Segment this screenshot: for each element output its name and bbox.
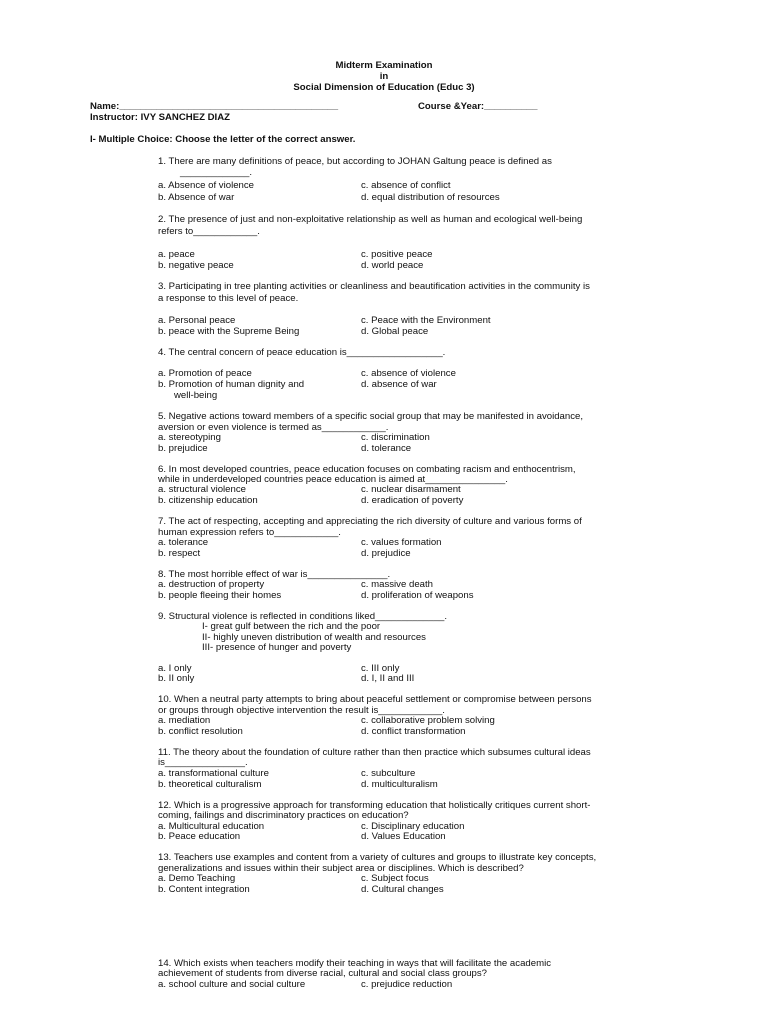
- question-11-choice-a: a. transformational culture: [158, 768, 269, 779]
- question-3-choice-a: a. Personal peace: [158, 315, 236, 326]
- question-6-line-2: while in underdeveloped countries peace education is aimed at_______________.: [158, 474, 508, 485]
- question-2-choice-a: a. peace: [158, 249, 195, 260]
- question-4-choice-d: d. absence of war: [361, 379, 437, 390]
- question-3-choice-b: b. peace with the Supreme Being: [158, 326, 300, 337]
- question-12-choice-b: b. Peace education: [158, 831, 241, 842]
- question-8-line-1: 8. The most horrible effect of war is_______________.: [158, 569, 391, 580]
- instructor-line: Instructor: IVY SANCHEZ DIAZ: [90, 112, 231, 123]
- question-7-line-2: human expression refers to____________.: [158, 527, 341, 538]
- question-12-line-1: 12. Which is a progressive approach for transforming education that holistically critiques current short-: [158, 800, 591, 811]
- question-9-choice-c: c. III only: [361, 663, 400, 674]
- question-14-line-1: 14. Which exists when teachers modify their teaching in ways that will facilitate the academic: [158, 958, 551, 969]
- question-6-choice-c: c. nuclear disarmament: [361, 484, 461, 495]
- question-4-line-1: 4. The central concern of peace education is__________________.: [158, 347, 446, 358]
- question-2-line-2: refers to____________.: [158, 226, 260, 237]
- question-7-choice-a: a. tolerance: [158, 537, 209, 548]
- question-6-choice-d: d. eradication of poverty: [361, 495, 464, 506]
- question-12-line-2: coming, failings and discriminatory practices on education?: [158, 810, 409, 821]
- question-7-choice-b: b. respect: [158, 548, 201, 559]
- question-11-line-1: 11. The theory about the foundation of culture rather than then practice which subsumes cultural ideas: [158, 747, 591, 758]
- question-10-line-1: 10. When a neutral party attempts to bring about peaceful settlement or compromise between persons: [158, 694, 592, 705]
- question-11-choice-c: c. subculture: [361, 768, 416, 779]
- section-instructions: I- Multiple Choice: Choose the letter of the correct answer.: [90, 134, 356, 145]
- question-2-line-1: 2. The presence of just and non-exploitative relationship as well as human and ecological well-being: [158, 214, 583, 225]
- exam-subject: Social Dimension of Education (Educ 3): [293, 82, 475, 93]
- question-4-choice-b: b. Promotion of human dignity and: [158, 379, 305, 390]
- question-1-line-2: _____________.: [180, 167, 253, 178]
- question-9-choice-d: d. I, II and III: [361, 673, 415, 684]
- question-13-choice-d: d. Cultural changes: [361, 884, 444, 895]
- question-2-choice-b: b. negative peace: [158, 260, 234, 271]
- question-3-choice-c: c. Peace with the Environment: [361, 315, 491, 326]
- question-4-choice-c: c. absence of violence: [361, 368, 456, 379]
- question-5-choice-a: a. stereotyping: [158, 432, 221, 443]
- question-7-line-1: 7. The act of respecting, accepting and appreciating the rich diversity of culture and various forms of: [158, 516, 582, 527]
- question-13-line-2: generalizations and issues within their subject area or disciplines. Which is described?: [158, 863, 524, 874]
- question-13-choice-c: c. Subject focus: [361, 873, 429, 884]
- question-9-choice-a: a. I only: [158, 663, 192, 674]
- question-9-statement-3: III- presence of hunger and poverty: [202, 642, 352, 653]
- question-1-choice-c: c. absence of conflict: [361, 180, 451, 191]
- question-5-choice-d: d. tolerance: [361, 443, 412, 454]
- question-10-choice-a: a. mediation: [158, 715, 211, 726]
- question-3-line-2: a response to this level of peace.: [158, 293, 299, 304]
- exam-title: Midterm Examination: [335, 60, 433, 71]
- question-6-choice-a: a. structural violence: [158, 484, 246, 495]
- question-1-choice-d: d. equal distribution of resources: [361, 192, 500, 203]
- question-11-choice-b: b. theoretical culturalism: [158, 779, 262, 790]
- question-9-statement-2: II- highly uneven distribution of wealth and resources: [202, 632, 426, 643]
- course-year-field: Course &Year:__________: [418, 101, 538, 112]
- question-13-line-1: 13. Teachers use examples and content from a variety of cultures and groups to illustrate key concepts,: [158, 852, 597, 863]
- question-2-choice-c: c. positive peace: [361, 249, 433, 260]
- question-11-line-2: is_______________.: [158, 757, 248, 768]
- name-field: Name:_________________________________________: [90, 101, 339, 112]
- question-10-line-2: or groups through objective intervention the result is____________.: [158, 705, 445, 716]
- question-10-choice-b: b. conflict resolution: [158, 726, 243, 737]
- question-1-line-1: 1. There are many definitions of peace, but according to JOHAN Galtung peace is defined as: [158, 156, 552, 167]
- question-2-choice-d: d. world peace: [361, 260, 424, 271]
- question-4-choice-a: a. Promotion of peace: [158, 368, 252, 379]
- question-5-line-2: aversion or even violence is termed as____________.: [158, 422, 389, 433]
- question-6-choice-b: b. citizenship education: [158, 495, 258, 506]
- question-5-choice-c: c. discrimination: [361, 432, 430, 443]
- question-11-choice-d: d. multiculturalism: [361, 779, 438, 790]
- question-8-choice-a: a. destruction of property: [158, 579, 265, 590]
- question-3-choice-d: d. Global peace: [361, 326, 429, 337]
- question-8-choice-b: b. people fleeing their homes: [158, 590, 282, 601]
- question-4-choice-b-continued: well-being: [174, 390, 218, 401]
- question-1-choice-b: b. Absence of war: [158, 192, 235, 203]
- question-8-choice-d: d. proliferation of weapons: [361, 590, 474, 601]
- question-6-line-1: 6. In most developed countries, peace education focuses on combating racism and enthocentrism,: [158, 464, 576, 475]
- question-10-choice-d: d. conflict transformation: [361, 726, 466, 737]
- question-12-choice-a: a. Multicultural education: [158, 821, 265, 832]
- question-14-line-2: achievement of students from diverse racial, cultural and social class groups?: [158, 968, 488, 979]
- question-13-choice-a: a. Demo Teaching: [158, 873, 236, 884]
- question-10-choice-c: c. collaborative problem solving: [361, 715, 495, 726]
- question-1-choice-a: a. Absence of violence: [158, 180, 255, 191]
- question-9-choice-b: b. II only: [158, 673, 195, 684]
- question-9-line-1: 9. Structural violence is reflected in conditions liked_____________.: [158, 611, 448, 622]
- question-14-choice-c: c. prejudice reduction: [361, 979, 453, 990]
- question-7-choice-d: d. prejudice: [361, 548, 411, 559]
- question-3-line-1: 3. Participating in tree planting activities or cleanliness and beautification activities in the community is: [158, 281, 590, 292]
- question-9-statement-1: I- great gulf between the rich and the poor: [202, 621, 381, 632]
- exam-title-in: in: [379, 71, 389, 82]
- question-13-choice-b: b. Content integration: [158, 884, 250, 895]
- question-5-choice-b: b. prejudice: [158, 443, 208, 454]
- question-14-choice-a: a. school culture and social culture: [158, 979, 306, 990]
- question-5-line-1: 5. Negative actions toward members of a specific social group that may be manifested in avoidance,: [158, 411, 584, 422]
- question-7-choice-c: c. values formation: [361, 537, 442, 548]
- question-12-choice-d: d. Values Education: [361, 831, 446, 842]
- question-8-choice-c: c. massive death: [361, 579, 433, 590]
- question-12-choice-c: c. Disciplinary education: [361, 821, 465, 832]
